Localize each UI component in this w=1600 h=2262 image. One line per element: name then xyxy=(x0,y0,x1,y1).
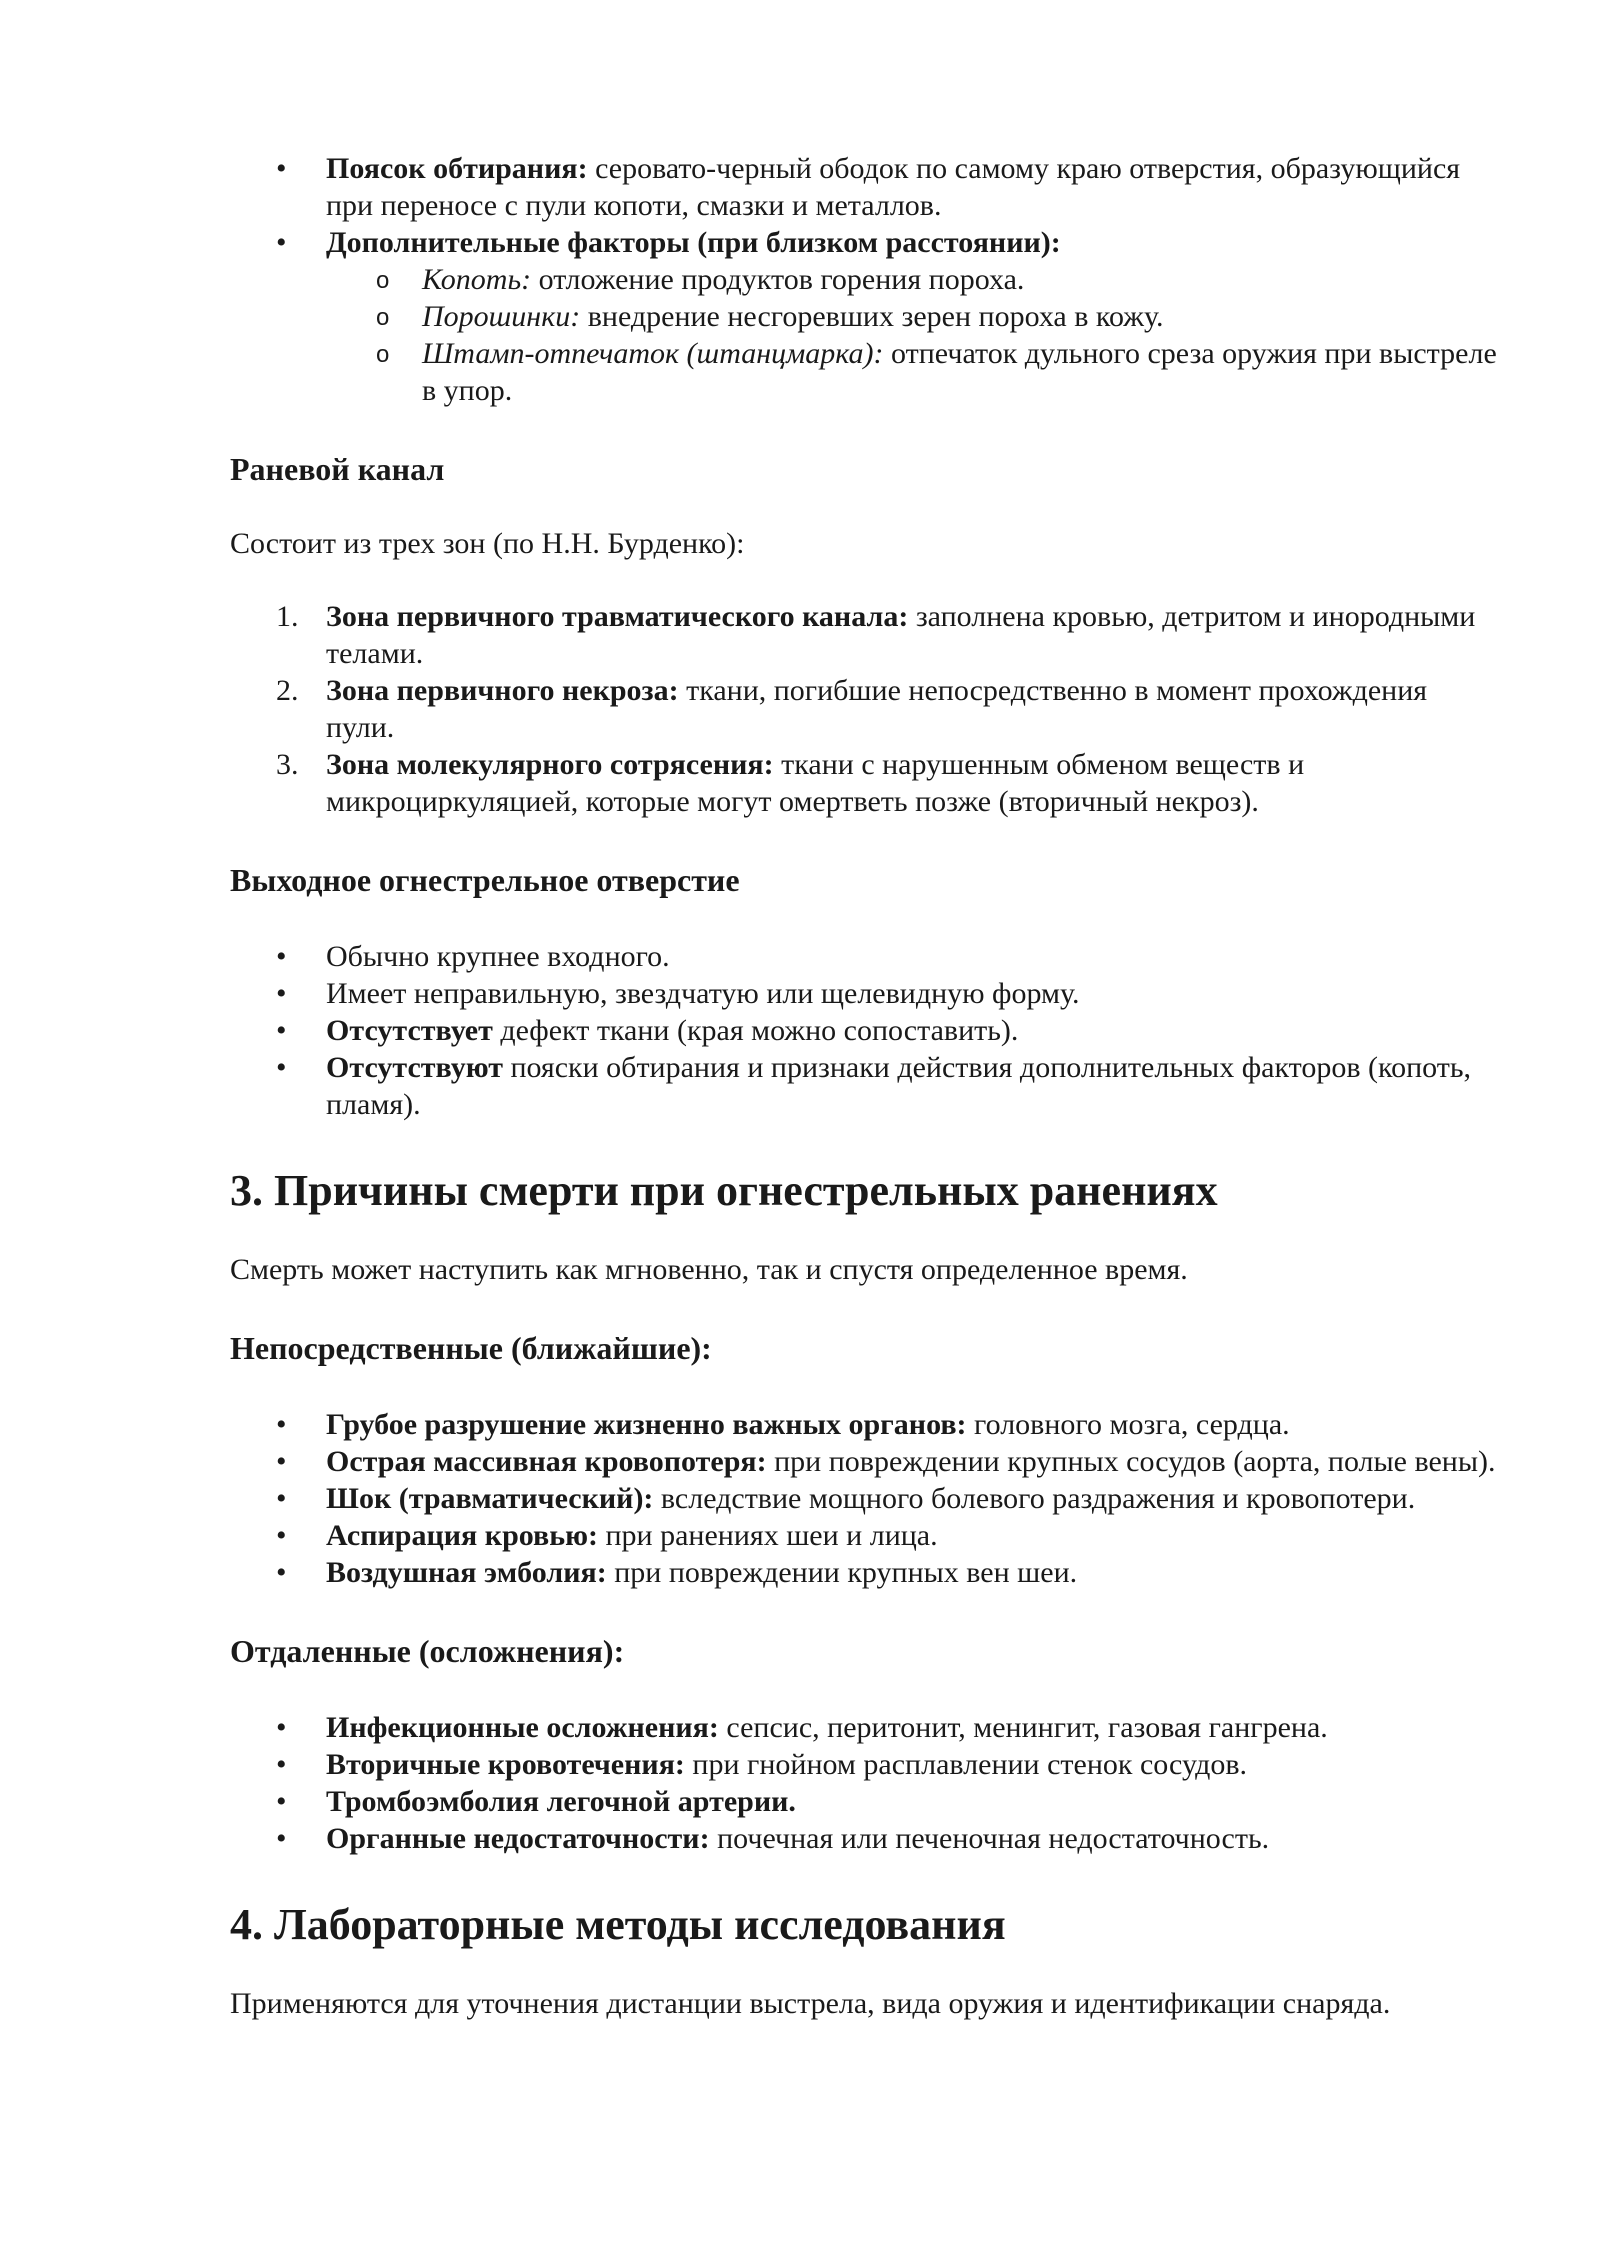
list-item: 3. Зона молекулярного сотрясения: ткани с нарушенным обменом веществ и микроциркуляцией, которые могут омертветь позже (вторичный некроз). xyxy=(276,748,1305,818)
bullet-marker: • xyxy=(276,1014,287,1047)
sub-list-item: o Порошинки: внедрение несгоревших зерен пороха в кожу. xyxy=(230,298,1500,335)
bullet-marker: • xyxy=(276,1556,287,1589)
list-item: • Дополнительные факторы (при близком расстоянии): o Копоть: отложение продуктов горения пороха. o Порошинки: внедрение несгоревших зерен пороха в кожу. o Штамп-отпечаток (штанцмарка): отпечаток дульного среза оружия при выстреле в упор. xyxy=(230,224,1500,409)
exit-wound-heading: Выходное огнестрельное отверстие xyxy=(230,862,740,898)
list-item: • Аспирация кровью: при ранениях шеи и лица. xyxy=(276,1519,938,1552)
bullet-marker: • xyxy=(276,226,287,259)
remote-causes-heading: Отдаленные (осложнения): xyxy=(230,1633,625,1669)
sub-list-item: o Копоть: отложение продуктов горения пороха. xyxy=(230,261,1500,298)
list-item: • Грубое разрушение жизненно важных органов: головного мозга, сердца. xyxy=(276,1408,1290,1441)
list-item: • Тромбоэмболия легочной артерии. xyxy=(276,1785,796,1818)
wound-channel-intro: Состоит из трех зон (по Н.Н. Бурденко): xyxy=(230,527,745,560)
bullet-marker: • xyxy=(276,152,287,185)
bullet-marker: • xyxy=(276,1748,287,1781)
section-3-intro: Смерть может наступить как мгновенно, так и спустя определенное время. xyxy=(230,1253,1188,1286)
list-item: • Вторичные кровотечения: при гнойном расплавлении стенок сосудов. xyxy=(276,1748,1247,1781)
entry-wound-list xyxy=(230,150,1500,409)
list-number: 2. xyxy=(276,674,299,707)
immediate-causes-heading: Непосредственные (ближайшие): xyxy=(230,1330,712,1366)
list-item: 2. Зона первичного некроза: ткани, погибшие непосредственно в момент прохождения пули. xyxy=(276,674,1428,744)
immediate-causes-list xyxy=(230,1406,1500,1591)
list-item: • Острая массивная кровопотеря: при повреждении крупных сосудов (аорта, полые вены). xyxy=(276,1445,1496,1478)
bullet-marker: • xyxy=(276,1711,287,1744)
bullet-marker: • xyxy=(276,1408,287,1441)
additional-factors-sublist xyxy=(230,261,1500,409)
document-page xyxy=(230,150,1500,2022)
list-item: • Отсутствуют пояски обтирания и признаки действия дополнительных факторов (копоть, пламя). xyxy=(276,1051,1472,1121)
section-4-intro: Применяются для уточнения дистанции выстрела, вида оружия и идентификации снаряда. xyxy=(230,1987,1391,2020)
list-item: • Воздушная эмболия: при повреждении крупных вен шеи. xyxy=(276,1556,1078,1589)
section-3-title: 3. Причины смерти при огнестрельных ранениях xyxy=(230,1166,1218,1215)
sub-list-item: o Штамп-отпечаток (штанцмарка): отпечаток дульного среза оружия при выстреле в упор. xyxy=(376,337,1497,407)
wound-channel-zones-list xyxy=(230,598,1500,820)
list-item: 1. Зона первичного травматического канала: заполнена кровью, детритом и инородными телами. xyxy=(276,600,1476,670)
list-item: • Поясок обтирания: серовато-черный ободок по самому краю отверстия, образующийся при переносе с пули копоти, смазки и металлов. xyxy=(276,152,1461,222)
wound-channel-heading: Раневой канал xyxy=(230,451,445,487)
list-item: • Отсутствует дефект ткани (края можно сопоставить). xyxy=(276,1014,1019,1047)
remote-causes-list xyxy=(230,1709,1500,1857)
list-number: 3. xyxy=(276,748,299,781)
bullet-marker: • xyxy=(276,940,287,973)
list-item: • Шок (травматический): вследствие мощного болевого раздражения и кровопотери. xyxy=(276,1482,1416,1515)
bullet-marker: • xyxy=(276,1519,287,1552)
bullet-marker: • xyxy=(276,977,287,1010)
list-item: • Инфекционные осложнения: сепсис, перитонит, менингит, газовая гангрена. xyxy=(276,1711,1328,1744)
list-item: • Обычно крупнее входного. xyxy=(276,940,670,973)
sub-bullet-marker: o xyxy=(376,341,390,368)
section-4-title: 4. Лабораторные методы исследования xyxy=(230,1900,1006,1949)
list-item: • Органные недостаточности: почечная или печеночная недостаточность. xyxy=(276,1822,1270,1855)
list-item: • Имеет неправильную, звездчатую или щелевидную форму. xyxy=(276,977,1080,1010)
sub-bullet-marker: o xyxy=(376,304,390,331)
list-number: 1. xyxy=(276,600,299,633)
bullet-marker: • xyxy=(276,1482,287,1515)
bullet-marker: • xyxy=(276,1051,287,1084)
bullet-marker: • xyxy=(276,1445,287,1478)
bullet-marker: • xyxy=(276,1822,287,1855)
bullet-marker: • xyxy=(276,1785,287,1818)
sub-bullet-marker: o xyxy=(376,267,390,294)
exit-wound-list xyxy=(230,938,1500,1123)
